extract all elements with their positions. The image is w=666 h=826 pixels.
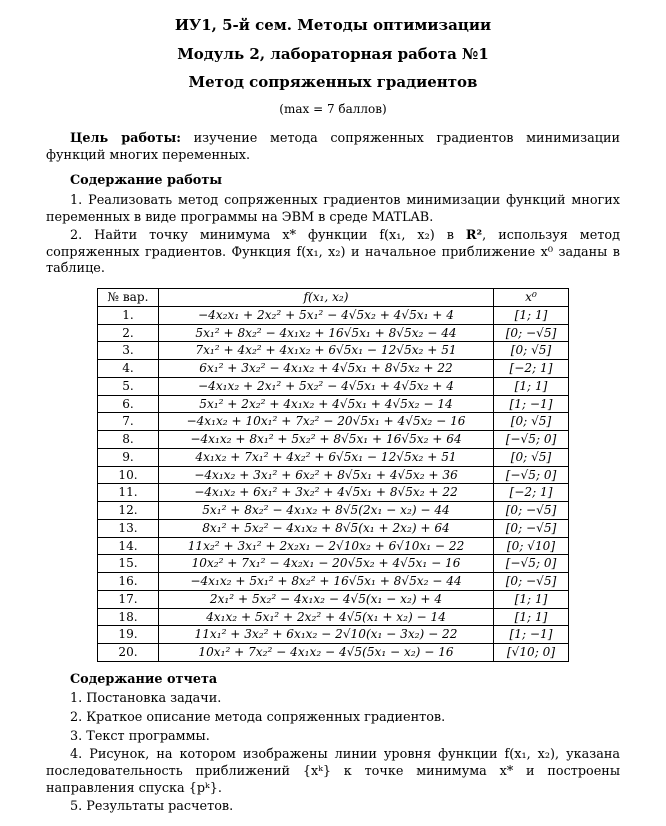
table-row [98,306,569,324]
function-formula: 4x₁x₂ + 7x₁² + 4x₂² + 6√5x₁ − 12√5x₂ + 51 [159,448,494,466]
function-formula: 6x₁² + 3x₂² − 4x₁x₂ + 4√5x₁ + 8√5x₂ + 22 [159,360,494,378]
table-row [98,342,569,360]
variant-number: 15. [98,555,159,573]
variant-number: 1. [98,306,159,324]
goal-paragraph [46,131,620,164]
table-row [98,519,569,537]
table-row [98,502,569,520]
function-formula: −4x₁x₂ + 2x₁² + 5x₂² − 4√5x₁ + 4√5x₂ + 4 [159,377,494,395]
function-formula: 2x₁² + 5x₂² − 4x₁x₂ − 4√5(x₁ − x₂) + 4 [159,590,494,608]
variant-number: 17. [98,590,159,608]
initial-point: [1; 1] [494,306,569,324]
table-row [98,537,569,555]
variant-number: 4. [98,360,159,378]
table-row [98,360,569,378]
variant-number: 13. [98,519,159,537]
table-row [98,377,569,395]
variant-number: 8. [98,431,159,449]
variant-number: 20. [98,644,159,662]
table-row [98,466,569,484]
initial-point: [1; −1] [494,395,569,413]
table-row [98,484,569,502]
table-row [98,431,569,449]
table-row [98,608,569,626]
report-item-1: 1. Постановка задачи. [70,691,222,707]
initial-point: [−2; 1] [494,484,569,502]
table-row [98,626,569,644]
variant-number: 12. [98,502,159,520]
function-formula: 4x₁x₂ + 5x₁² + 2x₂² + 4√5(x₁ + x₂) − 14 [159,608,494,626]
variants-table [97,288,569,662]
initial-point: [√10; 0] [494,644,569,662]
function-formula: 10x₁² + 7x₂² − 4x₁x₂ − 4√5(5x₁ − x₂) − 16 [159,644,494,662]
initial-point: [0; √5] [494,413,569,431]
table-row [98,413,569,431]
function-formula: −4x₁x₂ + 5x₁² + 8x₂² + 16√5x₁ + 8√5x₂ − 44 [159,573,494,591]
work-item-2-pre: 2. Найти точку минимума x* функции f(x₁, x₂) в [70,228,466,244]
initial-point: [−2; 1] [494,360,569,378]
function-formula: 8x₁² + 5x₂² − 4x₁x₂ + 8√5(x₁ + 2x₂) + 64 [159,519,494,537]
col-function: f(x₁, x₂) [159,289,494,307]
initial-point: [0; √5] [494,342,569,360]
report-item-5: 5. Результаты расчетов. [70,799,234,815]
initial-point: [0; −√5] [494,324,569,342]
function-formula: 11x₁² + 3x₂² + 6x₁x₂ − 2√10(x₁ − 3x₂) − 22 [159,626,494,644]
function-formula: 5x₁² + 8x₂² − 4x₁x₂ + 8√5(2x₁ − x₂) − 44 [159,502,494,520]
reals-symbol: R² [465,228,483,244]
variant-number: 6. [98,395,159,413]
initial-point: [0; √10] [494,537,569,555]
initial-point: [−√5; 0] [494,431,569,449]
variant-number: 5. [98,377,159,395]
variant-number: 3. [98,342,159,360]
method-title: Метод сопряженных градиентов [188,73,478,91]
variant-number: 14. [98,537,159,555]
module-title: Модуль 2, лабораторная работа №1 [177,44,489,63]
report-item-2: 2. Краткое описание метода сопряженных градиентов. [70,710,446,726]
function-formula: 5x₁² + 2x₂² + 4x₁x₂ + 4√5x₁ + 4√5x₂ − 14 [159,395,494,413]
variant-number: 7. [98,413,159,431]
work-item-2-post: , используя метод сопряженных градиентов. Функция f(x₁, x₂) и начальное приближение x⁰ заданы в таблице. [46,228,620,277]
work-section-heading: Содержание работы [70,173,223,189]
initial-point: [1; −1] [494,626,569,644]
variant-number: 9. [98,448,159,466]
report-section-heading: Содержание отчета [70,671,218,687]
function-formula: 5x₁² + 8x₂² − 4x₁x₂ + 16√5x₁ + 8√5x₂ − 44 [159,324,494,342]
variant-number: 2. [98,324,159,342]
function-formula: −4x₁x₂ + 3x₁² + 6x₂² + 8√5x₁ + 4√5x₂ + 36 [159,466,494,484]
initial-point: [1; 1] [494,377,569,395]
table-row [98,590,569,608]
work-item-2 [46,228,620,278]
initial-point: [0; √5] [494,448,569,466]
initial-point: [−√5; 0] [494,466,569,484]
goal-text: изучение метода сопряженных градиентов минимизации функций многих переменных. [46,131,621,163]
initial-point: [0; −√5] [494,573,569,591]
variant-number: 10. [98,466,159,484]
initial-point: [−√5; 0] [494,555,569,573]
max-points-note: (max = 7 баллов) [279,101,387,116]
initial-point: [1; 1] [494,590,569,608]
report-item-3: 3. Текст программы. [70,728,210,744]
table-row [98,395,569,413]
variant-number: 19. [98,626,159,644]
initial-point: [1; 1] [494,608,569,626]
function-formula: −4x₁x₂ + 6x₁² + 3x₂² + 4√5x₁ + 8√5x₂ + 22 [159,484,494,502]
function-formula: −4x₂x₁ + 2x₂² + 5x₁² − 4√5x₂ + 4√5x₁ + 4 [159,306,494,324]
course-title: ИУ1, 5-й сем. Методы оптимизации [174,16,492,34]
report-item-4: 4. Рисунок, на котором изображены линии уровня функции f(x₁, x₂), указана последовательность приближений {xᵏ} к точке минимума x* и построены направления спуска {pᵏ}. [46,747,620,796]
function-formula: −4x₁x₂ + 8x₁² + 5x₂² + 8√5x₁ + 16√5x₂ + 64 [159,431,494,449]
function-formula: 7x₁² + 4x₂² + 4x₁x₂ + 6√5x₁ − 12√5x₂ + 51 [159,342,494,360]
col-variant-number: № вар. [98,289,159,307]
table-row [98,324,569,342]
function-formula: 11x₂² + 3x₁² + 2x₂x₁ − 2√10x₂ + 6√10x₁ − 22 [159,537,494,555]
table-row [98,555,569,573]
function-formula: 10x₂² + 7x₁² − 4x₂x₁ − 20√5x₂ + 4√5x₁ − 16 [159,555,494,573]
table-header-row [98,289,569,307]
document-header [46,16,620,117]
table-row [98,448,569,466]
work-item-1: 1. Реализовать метод сопряженных градиентов минимизации функций многих переменных в виде программы на ЭВМ в среде MATLAB. [46,192,620,225]
function-formula: −4x₁x₂ + 10x₁² + 7x₂² − 20√5x₁ + 4√5x₂ − 16 [159,413,494,431]
goal-label: Цель работы: [70,131,182,147]
col-initial-point: x⁰ [494,289,569,307]
initial-point: [0; −√5] [494,502,569,520]
table-row [98,644,569,662]
variant-number: 18. [98,608,159,626]
variant-number: 11. [98,484,159,502]
initial-point: [0; −√5] [494,519,569,537]
table-row [98,573,569,591]
variant-number: 16. [98,573,159,591]
